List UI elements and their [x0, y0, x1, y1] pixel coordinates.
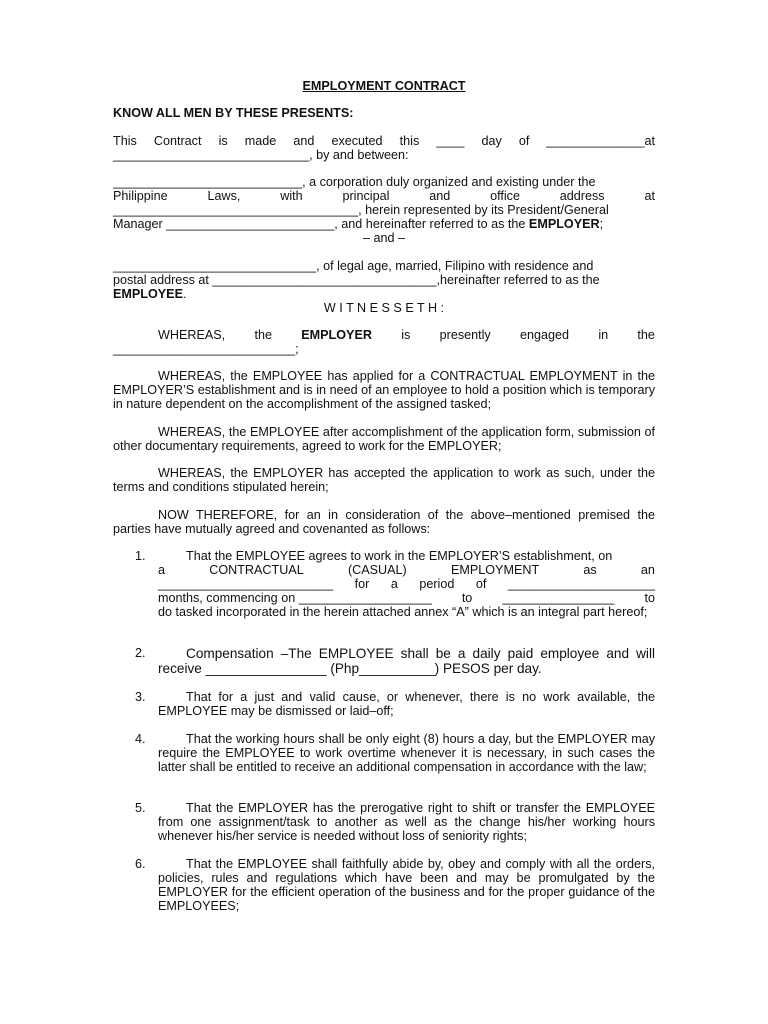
intro-paragraph	[113, 134, 655, 162]
clause-number: 5.	[135, 801, 146, 815]
clause-number: 1.	[135, 549, 146, 563]
whereas-1-line-1: WHEREAS, the EMPLOYER is presently engaged in the	[158, 328, 655, 342]
whereas-1	[113, 328, 655, 356]
clause-5	[113, 801, 655, 845]
employee-line-3: EMPLOYEE.	[113, 287, 187, 301]
employer-term: EMPLOYER	[528, 217, 600, 231]
and-separator: – and –	[362, 231, 406, 245]
employer-line-3: ___________________________________, herein represented by its President/General	[113, 203, 609, 217]
employer-paragraph	[113, 175, 655, 231]
clause-body: Compensation –The EMPLOYEE shall be a daily paid employee and will receive ________________ (Php__________) PESOS per day.	[158, 646, 655, 676]
clause-1	[113, 549, 655, 633]
employee-line-1: _____________________________, of legal age, married, Filipino with residence and	[113, 259, 594, 273]
employee-term: EMPLOYEE	[113, 287, 183, 301]
clause-body: That the EMPLOYEE agrees to work in the EMPLOYER’S establishment, on a CONTRACTUAL (CASUAL) EMPLOYMENT as an _________________________ for a period of _____________________ months, commencing on ___________________ to ________________ to do tasked incorporated in the herein attached annex “A” which is an integral part hereof;	[158, 549, 655, 619]
clause-body: That the working hours shall be only eight (8) hours a day, but the EMPLOYER may require the EMPLOYEE to work overtime whenever it is necessary, in such cases the latter shall be entitled to receive an additional compensation in accordance with the law;	[158, 732, 655, 774]
clause-body: That the EMPLOYER has the prerogative right to shift or transfer the EMPLOYEE from one assignment/task to another as well as the change his/her working hours whenever his/her service is needed without loss of seniority rights;	[158, 801, 655, 843]
intro-line-2: ____________________________, by and between:	[113, 148, 409, 162]
clause-4	[113, 732, 655, 790]
whereas-4: WHEREAS, the EMPLOYER has accepted the application to work as such, under the terms and conditions stipulated herein;	[113, 466, 655, 494]
clause-number: 4.	[135, 732, 146, 746]
document-title: EMPLOYMENT CONTRACT	[302, 79, 466, 93]
clause-body: That for a just and valid cause, or whenever, there is no work available, the EMPLOYEE may be dismissed or laid–off;	[158, 690, 655, 718]
clause-number: 2.	[135, 646, 146, 660]
clause-number: 6.	[135, 857, 146, 871]
employer-line-4: Manager ________________________, and hereinafter referred to as the EMPLOYER;	[113, 217, 604, 231]
employee-paragraph	[113, 259, 655, 301]
clause-body: That the EMPLOYEE shall faithfully abide by, obey and comply with all the orders, policies, rules and regulations which have been and may be promulgated by the EMPLOYER for the efficient operation of the business and for the proper guidance of the EMPLOYEES;	[158, 857, 655, 913]
clause-6	[113, 857, 655, 915]
now-therefore: NOW THEREFORE, for an in consideration of the above–mentioned premised the parties have mutually agreed and covenanted as follows:	[113, 508, 655, 536]
clause-3	[113, 690, 655, 720]
employer-line-1: ___________________________, a corporation duly organized and existing under the	[113, 175, 596, 189]
clause-2	[113, 646, 655, 678]
clause-number: 3.	[135, 690, 146, 704]
whereas-1-line-2: __________________________;	[113, 342, 299, 356]
know-all-heading: KNOW ALL MEN BY THESE PRESENTS:	[113, 106, 354, 120]
employer-line-2: Philippine Laws, with principal and office address at	[113, 189, 655, 203]
intro-line-1: This Contract is made and executed this ____ day of ______________at	[113, 134, 655, 148]
whereas-3: WHEREAS, the EMPLOYEE after accomplishment of the application form, submission of other documentary requirements, agreed to work for the EMPLOYER;	[113, 425, 655, 453]
whereas-2: WHEREAS, the EMPLOYEE has applied for a CONTRACTUAL EMPLOYMENT in the EMPLOYER’S establishment and is in need of an employee to hold a position which is temporary in nature dependent on the accomplishment of the assigned tasked;	[113, 369, 655, 411]
witnesseth-heading: W I T N E S S E T H :	[323, 301, 445, 315]
employee-line-2: postal address at ________________________________,hereinafter referred to as the	[113, 273, 600, 287]
